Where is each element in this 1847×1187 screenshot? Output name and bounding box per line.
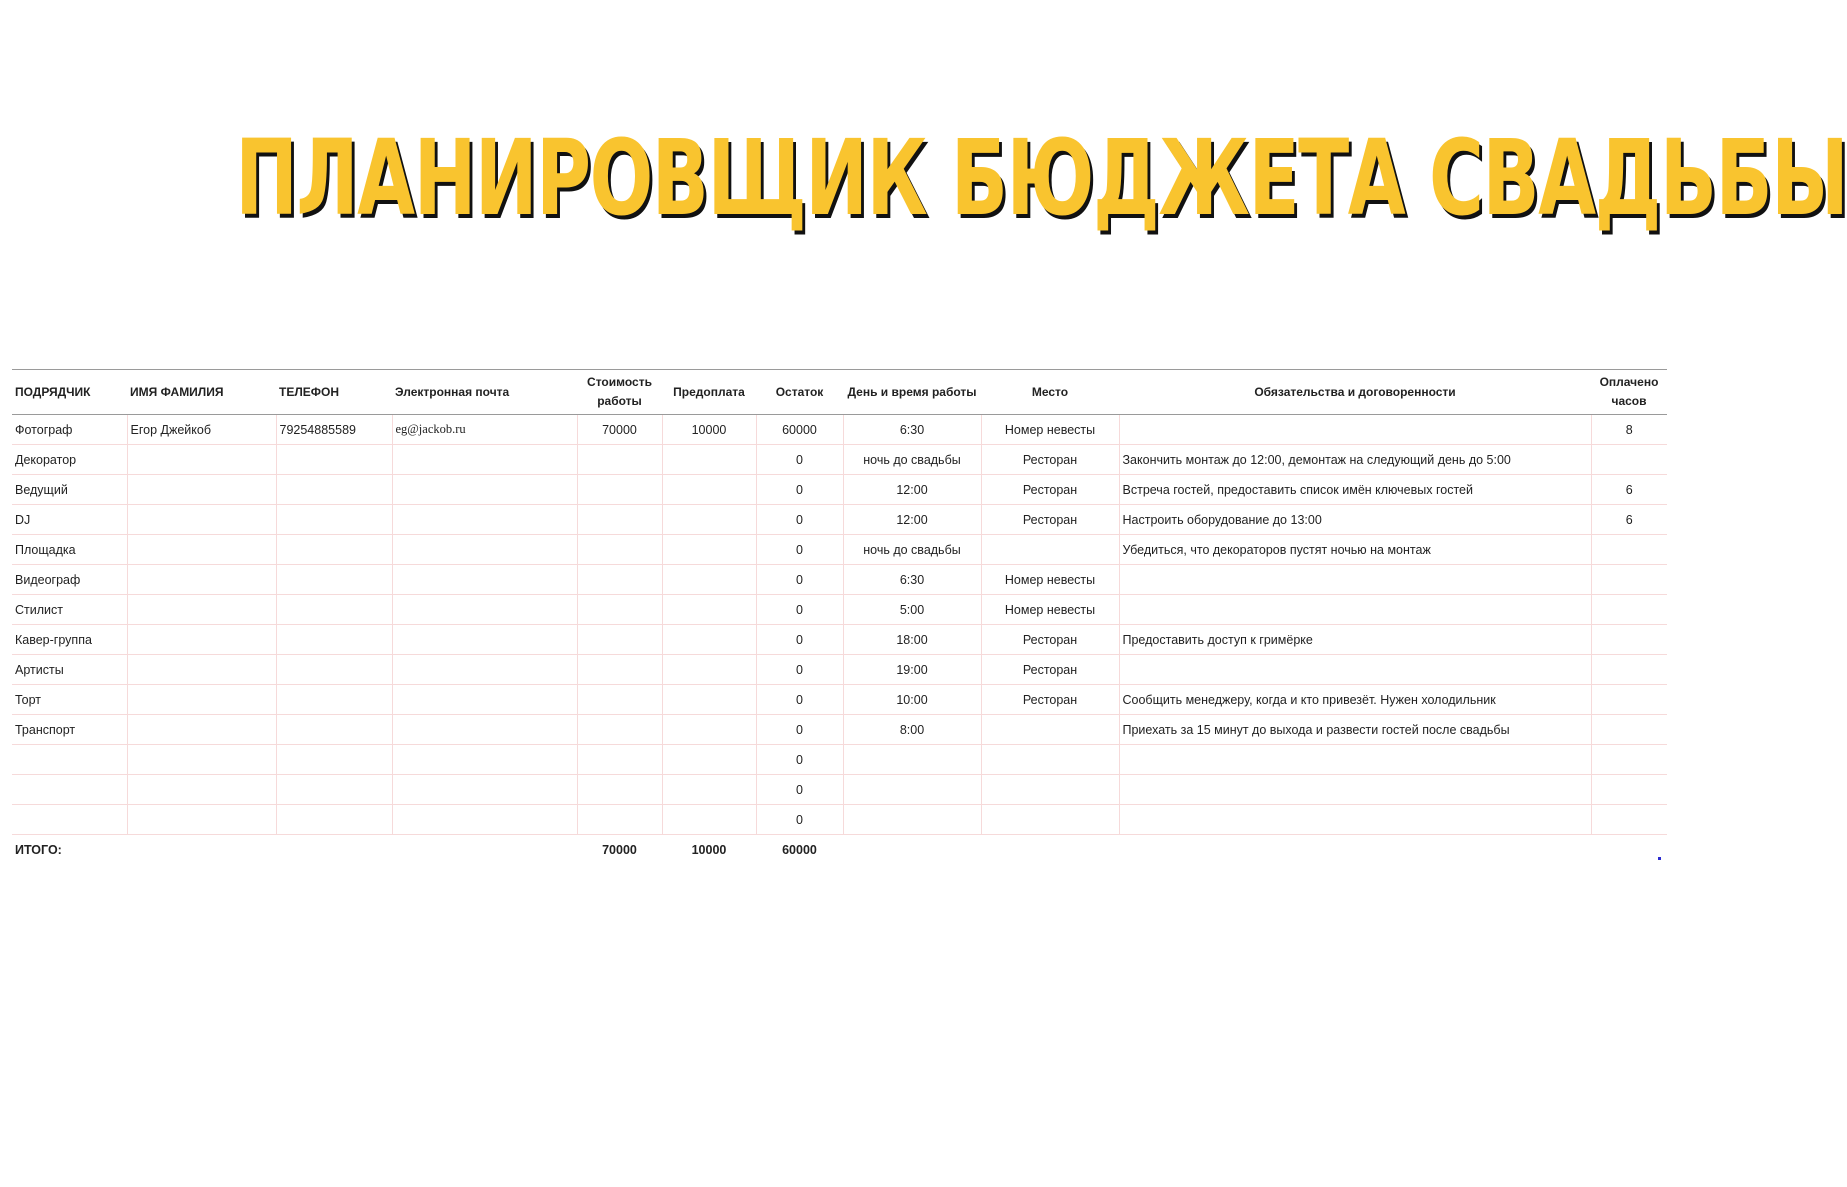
cell-contractor[interactable]: Артисты xyxy=(12,655,127,685)
budget-table xyxy=(12,369,1667,865)
cell-remain[interactable]: 0 xyxy=(756,625,843,655)
cell-place[interactable]: Ресторан xyxy=(981,655,1119,685)
totals-remain: 60000 xyxy=(756,835,843,866)
col-header-name: ИМЯ ФАМИЛИЯ xyxy=(127,370,276,415)
cell-duties[interactable]: Настроить оборудование до 13:00 xyxy=(1119,505,1591,535)
cell-time[interactable]: 12:00 xyxy=(843,505,981,535)
table-row xyxy=(12,685,1667,715)
cell-contractor[interactable] xyxy=(12,745,127,775)
totals-cost: 70000 xyxy=(577,835,662,866)
cell-duties[interactable]: Приехать за 15 минут до выхода и развести гостей после свадьбы xyxy=(1119,715,1591,745)
cell-hours[interactable]: 8 xyxy=(1591,415,1667,445)
cell-phone[interactable] xyxy=(276,595,392,625)
cell-phone[interactable] xyxy=(276,655,392,685)
cell-duties[interactable] xyxy=(1119,745,1591,775)
cell-time[interactable]: 5:00 xyxy=(843,595,981,625)
table-row xyxy=(12,625,1667,655)
cell-cost[interactable] xyxy=(577,505,662,535)
table-row xyxy=(12,475,1667,505)
cell-place[interactable]: Ресторан xyxy=(981,625,1119,655)
cell-cost[interactable] xyxy=(577,745,662,775)
cell-email[interactable] xyxy=(392,565,577,595)
cell-hours[interactable] xyxy=(1591,565,1667,595)
cell-contractor[interactable]: Фотограф xyxy=(12,415,127,445)
table-row xyxy=(12,565,1667,595)
cell-prepay[interactable] xyxy=(662,595,756,625)
cell-place[interactable]: Ресторан xyxy=(981,505,1119,535)
cell-remain[interactable]: 0 xyxy=(756,535,843,565)
cell-place[interactable]: Ресторан xyxy=(981,445,1119,475)
cell-contractor[interactable]: Транспорт xyxy=(12,715,127,745)
cell-phone[interactable] xyxy=(276,775,392,805)
cell-duties[interactable] xyxy=(1119,595,1591,625)
cell-prepay[interactable]: 10000 xyxy=(662,415,756,445)
cell-contractor[interactable]: DJ xyxy=(12,505,127,535)
cell-contractor[interactable]: Видеограф xyxy=(12,565,127,595)
cell-email[interactable] xyxy=(392,505,577,535)
cell-hours[interactable] xyxy=(1591,625,1667,655)
cell-cost[interactable] xyxy=(577,445,662,475)
table-row xyxy=(12,535,1667,565)
cell-hours[interactable] xyxy=(1591,805,1667,835)
cell-prepay[interactable] xyxy=(662,535,756,565)
cell-prepay[interactable] xyxy=(662,685,756,715)
cell-remain[interactable]: 0 xyxy=(756,715,843,745)
resize-handle-mark xyxy=(1658,857,1661,860)
cell-place[interactable] xyxy=(981,775,1119,805)
cell-place[interactable] xyxy=(981,715,1119,745)
totals-empty-name xyxy=(127,835,276,866)
cell-prepay[interactable] xyxy=(662,475,756,505)
col-header-time: День и время работы xyxy=(843,370,981,415)
table-row xyxy=(12,745,1667,775)
col-header-remain: Остаток xyxy=(756,370,843,415)
cell-remain[interactable]: 0 xyxy=(756,565,843,595)
cell-remain[interactable]: 0 xyxy=(756,745,843,775)
cell-hours[interactable] xyxy=(1591,655,1667,685)
cell-cost[interactable] xyxy=(577,655,662,685)
cell-time[interactable]: 12:00 xyxy=(843,475,981,505)
cell-hours[interactable]: 6 xyxy=(1591,475,1667,505)
cell-time[interactable]: 10:00 xyxy=(843,685,981,715)
cell-hours[interactable] xyxy=(1591,595,1667,625)
cell-cost[interactable]: 70000 xyxy=(577,415,662,445)
cell-phone[interactable] xyxy=(276,685,392,715)
cell-place[interactable] xyxy=(981,805,1119,835)
cell-name[interactable] xyxy=(127,745,276,775)
cell-phone[interactable] xyxy=(276,805,392,835)
cell-remain[interactable]: 0 xyxy=(756,475,843,505)
col-header-duties: Обязательства и договоренности xyxy=(1119,370,1591,415)
cell-hours[interactable]: 6 xyxy=(1591,505,1667,535)
cell-email[interactable] xyxy=(392,745,577,775)
totals-empty-place xyxy=(981,835,1119,866)
cell-prepay[interactable] xyxy=(662,805,756,835)
cell-duties[interactable] xyxy=(1119,565,1591,595)
cell-prepay[interactable] xyxy=(662,445,756,475)
table-row xyxy=(12,445,1667,475)
cell-email[interactable] xyxy=(392,475,577,505)
totals-empty-phone xyxy=(276,835,392,866)
table-row xyxy=(12,655,1667,685)
cell-name[interactable] xyxy=(127,475,276,505)
cell-duties[interactable]: Сообщить менеджеру, когда и кто привезёт. Нужен холодильник xyxy=(1119,685,1591,715)
cell-contractor[interactable] xyxy=(12,775,127,805)
totals-empty-time xyxy=(843,835,981,866)
cell-name[interactable] xyxy=(127,565,276,595)
cell-name[interactable] xyxy=(127,595,276,625)
cell-phone[interactable] xyxy=(276,745,392,775)
cell-place[interactable] xyxy=(981,745,1119,775)
header-row xyxy=(12,370,1667,415)
cell-name[interactable] xyxy=(127,805,276,835)
cell-remain[interactable]: 60000 xyxy=(756,415,843,445)
table-row xyxy=(12,505,1667,535)
cell-time[interactable]: 19:00 xyxy=(843,655,981,685)
cell-email[interactable] xyxy=(392,655,577,685)
cell-contractor[interactable] xyxy=(12,805,127,835)
cell-email[interactable] xyxy=(392,535,577,565)
table-row xyxy=(12,775,1667,805)
table-row xyxy=(12,715,1667,745)
cell-remain[interactable]: 0 xyxy=(756,775,843,805)
cell-cost[interactable] xyxy=(577,475,662,505)
cell-email[interactable]: eg@jackob.ru xyxy=(392,415,577,445)
cell-hours[interactable] xyxy=(1591,745,1667,775)
cell-time[interactable]: ночь до свадьбы xyxy=(843,535,981,565)
cell-place[interactable]: Ресторан xyxy=(981,475,1119,505)
totals-label: ИТОГО: xyxy=(12,835,127,866)
cell-name[interactable] xyxy=(127,445,276,475)
cell-email[interactable] xyxy=(392,595,577,625)
cell-prepay[interactable] xyxy=(662,715,756,745)
cell-place[interactable]: Номер невесты xyxy=(981,595,1119,625)
totals-prepay: 10000 xyxy=(662,835,756,866)
cell-duties[interactable] xyxy=(1119,415,1591,445)
cell-cost[interactable] xyxy=(577,625,662,655)
col-header-contractor: ПОДРЯДЧИК xyxy=(12,370,127,415)
cell-duties[interactable] xyxy=(1119,655,1591,685)
cell-name[interactable] xyxy=(127,535,276,565)
cell-duties[interactable] xyxy=(1119,805,1591,835)
cell-time[interactable] xyxy=(843,745,981,775)
cell-duties[interactable]: Предоставить доступ к гримёрке xyxy=(1119,625,1591,655)
cell-contractor[interactable]: Декоратор xyxy=(12,445,127,475)
cell-hours[interactable] xyxy=(1591,445,1667,475)
cell-cost[interactable] xyxy=(577,805,662,835)
cell-phone[interactable] xyxy=(276,505,392,535)
cell-email[interactable] xyxy=(392,685,577,715)
cell-hours[interactable] xyxy=(1591,715,1667,745)
cell-phone[interactable] xyxy=(276,535,392,565)
cell-time[interactable]: 6:30 xyxy=(843,565,981,595)
cell-phone[interactable]: 79254885589 xyxy=(276,415,392,445)
cell-cost[interactable] xyxy=(577,775,662,805)
table-row xyxy=(12,805,1667,835)
cell-email[interactable] xyxy=(392,805,577,835)
cell-prepay[interactable] xyxy=(662,745,756,775)
cell-contractor[interactable]: Площадка xyxy=(12,535,127,565)
cell-time[interactable]: 8:00 xyxy=(843,715,981,745)
cell-remain[interactable]: 0 xyxy=(756,685,843,715)
col-header-phone: ТЕЛЕФОН xyxy=(276,370,392,415)
cell-name[interactable] xyxy=(127,505,276,535)
table-row xyxy=(12,595,1667,625)
cell-remain[interactable]: 0 xyxy=(756,445,843,475)
totals-row xyxy=(12,835,1667,866)
cell-contractor[interactable]: Кавер-группа xyxy=(12,625,127,655)
cell-cost[interactable] xyxy=(577,535,662,565)
cell-time[interactable]: 18:00 xyxy=(843,625,981,655)
cell-remain[interactable]: 0 xyxy=(756,595,843,625)
cell-cost[interactable] xyxy=(577,685,662,715)
cell-remain[interactable]: 0 xyxy=(756,805,843,835)
cell-phone[interactable] xyxy=(276,445,392,475)
page-title: ПЛАНИРОВЩИК БЮДЖЕТА СВАДЬБЫ xyxy=(235,117,1847,239)
cell-contractor[interactable]: Ведущий xyxy=(12,475,127,505)
cell-hours[interactable] xyxy=(1591,685,1667,715)
cell-email[interactable] xyxy=(392,445,577,475)
cell-contractor[interactable]: Торт xyxy=(12,685,127,715)
cell-phone[interactable] xyxy=(276,715,392,745)
cell-phone[interactable] xyxy=(276,565,392,595)
cell-time[interactable] xyxy=(843,805,981,835)
totals-empty-duties xyxy=(1119,835,1591,866)
cell-email[interactable] xyxy=(392,625,577,655)
cell-prepay[interactable] xyxy=(662,565,756,595)
totals-empty-email xyxy=(392,835,577,866)
budget-sheet xyxy=(12,369,1667,865)
cell-phone[interactable] xyxy=(276,625,392,655)
col-header-email: Электронная почта xyxy=(392,370,577,415)
col-header-cost: Стоимость работы xyxy=(577,370,662,415)
cell-duties[interactable]: Убедиться, что декораторов пустят ночью на монтаж xyxy=(1119,535,1591,565)
cell-name[interactable] xyxy=(127,625,276,655)
cell-place[interactable]: Номер невесты xyxy=(981,565,1119,595)
cell-duties[interactable]: Встреча гостей, предоставить список имён ключевых гостей xyxy=(1119,475,1591,505)
cell-prepay[interactable] xyxy=(662,505,756,535)
cell-hours[interactable] xyxy=(1591,775,1667,805)
cell-name[interactable] xyxy=(127,715,276,745)
cell-duties[interactable]: Закончить монтаж до 12:00, демонтаж на следующий день до 5:00 xyxy=(1119,445,1591,475)
cell-place[interactable]: Ресторан xyxy=(981,685,1119,715)
cell-place[interactable]: Номер невесты xyxy=(981,415,1119,445)
cell-cost[interactable] xyxy=(577,565,662,595)
col-header-prepay: Предоплата xyxy=(662,370,756,415)
table-row xyxy=(12,415,1667,445)
cell-phone[interactable] xyxy=(276,475,392,505)
cell-prepay[interactable] xyxy=(662,625,756,655)
cell-cost[interactable] xyxy=(577,715,662,745)
cell-remain[interactable]: 0 xyxy=(756,505,843,535)
cell-name[interactable] xyxy=(127,655,276,685)
cell-prepay[interactable] xyxy=(662,775,756,805)
cell-name[interactable]: Егор Джейкоб xyxy=(127,415,276,445)
cell-contractor[interactable]: Стилист xyxy=(12,595,127,625)
cell-email[interactable] xyxy=(392,715,577,745)
cell-duties[interactable] xyxy=(1119,775,1591,805)
cell-place[interactable] xyxy=(981,535,1119,565)
cell-hours[interactable] xyxy=(1591,535,1667,565)
cell-time[interactable]: 6:30 xyxy=(843,415,981,445)
col-header-hours: Оплачено часов xyxy=(1591,370,1667,415)
cell-time[interactable]: ночь до свадьбы xyxy=(843,445,981,475)
totals-empty-hours xyxy=(1591,835,1667,866)
cell-email[interactable] xyxy=(392,775,577,805)
cell-cost[interactable] xyxy=(577,595,662,625)
cell-remain[interactable]: 0 xyxy=(756,655,843,685)
cell-name[interactable] xyxy=(127,685,276,715)
col-header-place: Место xyxy=(981,370,1119,415)
cell-prepay[interactable] xyxy=(662,655,756,685)
cell-name[interactable] xyxy=(127,775,276,805)
cell-time[interactable] xyxy=(843,775,981,805)
